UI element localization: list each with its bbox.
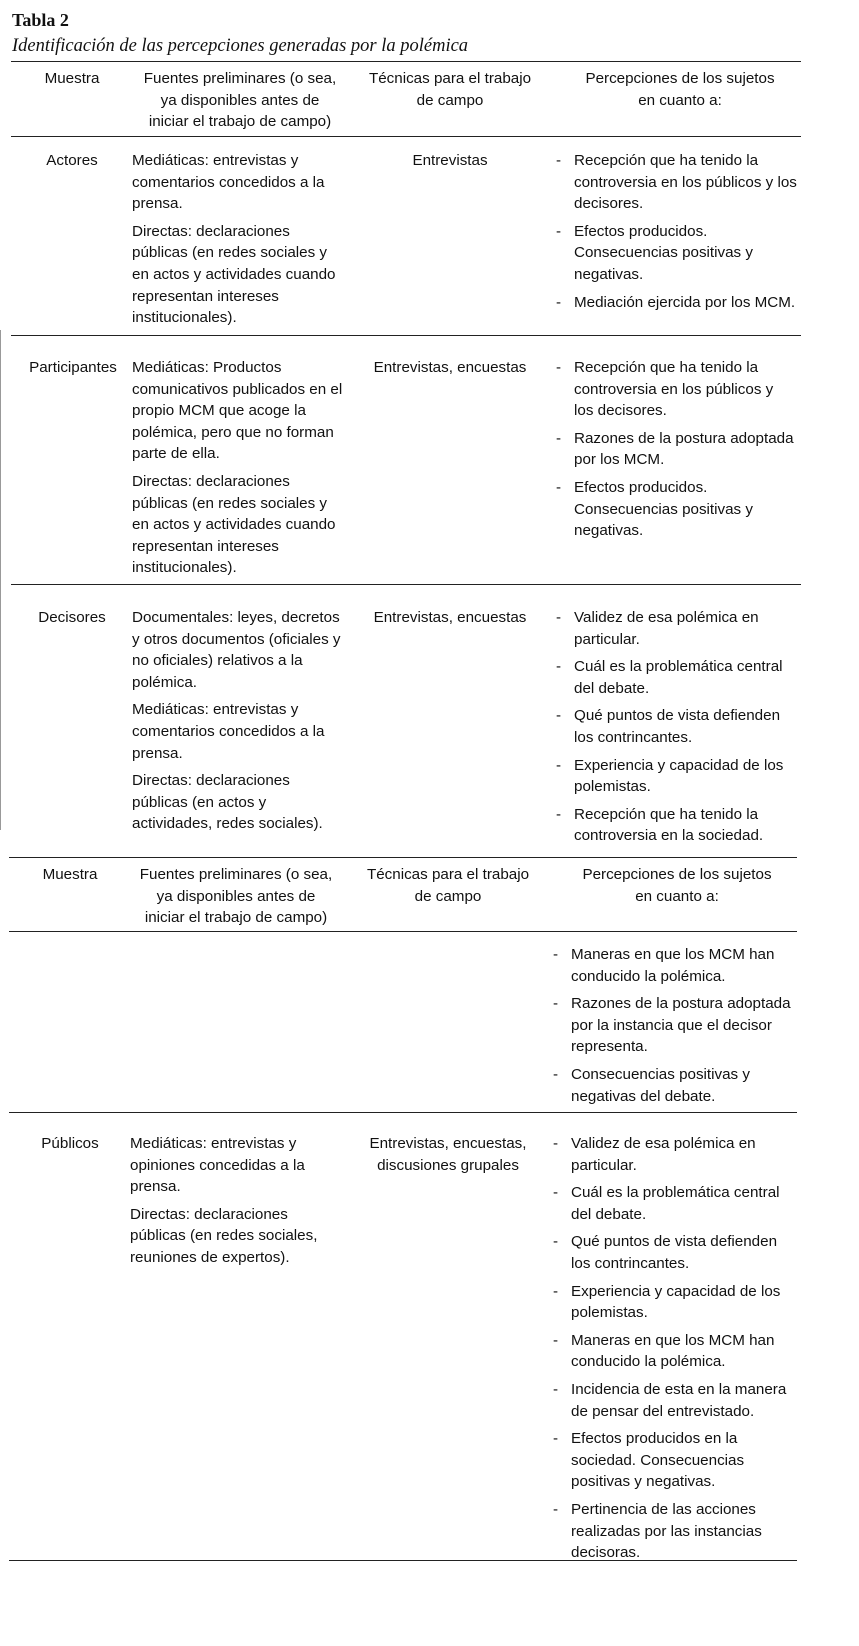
dash-bullet: - (556, 429, 562, 447)
dash-bullet: - (553, 1430, 559, 1448)
text-line: representan intereses (132, 287, 279, 305)
text-line: negativas. (574, 265, 644, 283)
text-line: controversia en la sociedad. (574, 827, 764, 845)
text-line: discusiones grupales (377, 1156, 519, 1174)
text-line: negativas. (574, 522, 644, 540)
text-line: ya disponibles antes de (156, 887, 316, 905)
text-line: Cuál es la problemática central (574, 658, 783, 676)
table-number: Tabla 2 (12, 10, 69, 30)
dash-bullet: - (553, 1500, 559, 1518)
dash-bullet: - (553, 1380, 559, 1398)
text-line: Percepciones de los sujetos (582, 866, 772, 883)
text-line: Fuentes preliminares (o sea, (143, 70, 337, 87)
text-line: representa. (571, 1038, 648, 1056)
perception-list (553, 1133, 786, 1564)
text-line: Mediación ejercida por los MCM. (574, 293, 796, 311)
row-participantes-muestra: Participantes (29, 359, 117, 376)
text-line: reuniones de expertos). (130, 1248, 290, 1266)
text-line: públicas (en actos y (132, 793, 267, 811)
text-line: Pertinencia de las acciones (571, 1500, 756, 1518)
row-rule (9, 1112, 797, 1113)
text-line: opiniones concedidas a la (130, 1156, 305, 1174)
text-line: institucionales). (132, 559, 237, 577)
row-publicos-fuentes (130, 1133, 317, 1275)
text-line: del debate. (571, 1205, 647, 1223)
text-line: Técnicas para el trabajo (366, 866, 530, 883)
text-line: Experiencia y capacidad de los (571, 1282, 781, 1300)
text-line: Recepción que ha tenido la (574, 152, 759, 169)
text-line: negativas del debate. (571, 1087, 716, 1105)
text-line: controversia en los públicos y los (574, 173, 797, 191)
text-line: prensa. (132, 744, 183, 762)
text-line: no oficiales) relativos a la (132, 652, 303, 670)
header-muestra: Muestra (44, 70, 100, 87)
row-publicos-muestra: Públicos (41, 1135, 99, 1152)
perception-item (553, 1379, 786, 1422)
text-line: Experiencia y capacidad de los (574, 756, 784, 774)
dash-bullet: - (556, 152, 562, 169)
text-line: públicas (en redes sociales y (132, 244, 328, 262)
dash-bullet: - (553, 1233, 559, 1251)
text-line: los contrincantes. (571, 1254, 690, 1272)
text-line: polemistas. (574, 778, 651, 796)
text-line: en actos y actividades cuando (132, 265, 336, 283)
text-line: Directas: declaraciones (130, 1205, 288, 1223)
text-line: Qué puntos de vista defienden (571, 1233, 778, 1251)
text-line: Qué puntos de vista defienden (574, 707, 781, 725)
text-line: Razones de la postura adoptada (571, 995, 791, 1013)
text-line: Consecuencias positivas y (571, 1065, 750, 1083)
text-line: Mediáticas: Productos (132, 359, 282, 376)
row-publicos-tecnicas (348, 1133, 548, 1176)
text-line: comentarios concedidos a la (132, 173, 325, 191)
source-entry (130, 1204, 317, 1269)
text-line: Maneras en que los MCM han (571, 946, 775, 963)
text-line: por la instancia que el decisor (571, 1016, 772, 1034)
text-line: institucionales). (132, 309, 237, 327)
text-line: Directas: declaraciones (132, 772, 290, 790)
text-line: polémica, pero que no forman (132, 423, 334, 441)
perception-item (553, 1330, 786, 1373)
dash-bullet: - (553, 1065, 559, 1083)
dash-bullet: - (556, 478, 562, 496)
text-line: Razones de la postura adoptada (574, 429, 794, 447)
text-line: parte de ella. (132, 445, 220, 463)
text-line: públicas (en redes sociales y (132, 494, 328, 512)
text-line: comunicativos publicados en el (132, 380, 343, 398)
text-line: prensa. (132, 195, 183, 213)
perception-item (553, 993, 791, 1058)
text-line: Consecuencias positivas y (574, 244, 753, 262)
dash-bullet: - (556, 805, 562, 823)
text-line: los contrincantes. (574, 728, 693, 746)
text-line: particular. (574, 630, 640, 648)
header-percepciones-continued (552, 864, 802, 907)
text-line: polémica. (132, 673, 197, 691)
text-line: de campo (416, 91, 484, 109)
text-line: en cuanto a: (635, 887, 719, 905)
perception-item (553, 1231, 786, 1274)
text-line: polemistas. (571, 1304, 648, 1322)
text-line: representan intereses (132, 537, 279, 555)
text-line: en cuanto a: (638, 91, 722, 109)
text-line: Directas: declaraciones (132, 472, 290, 490)
dash-bullet: - (556, 222, 562, 240)
text-line: comentarios concedidos a la (132, 722, 325, 740)
bottom-rule (9, 1560, 797, 1561)
dash-bullet: - (556, 293, 562, 311)
header-rule-continued (9, 931, 797, 932)
perception-item (553, 1281, 786, 1324)
text-line: decisoras. (571, 1544, 641, 1562)
perception-item (553, 1428, 786, 1493)
text-line: y otros documentos (oficiales y (132, 630, 341, 648)
dash-bullet: - (553, 946, 559, 963)
text-line: Mediáticas: entrevistas y (132, 701, 299, 719)
text-line: Entrevistas, encuestas (373, 359, 527, 376)
text-line: Entrevistas, encuestas (373, 609, 527, 626)
text-line: Técnicas para el trabajo (368, 70, 532, 87)
table-caption: Identificación de las percepciones generadas por la polémica (12, 36, 469, 56)
perception-item (553, 1064, 791, 1107)
text-line: Documentales: leyes, decretos (132, 609, 340, 626)
text-line: actividades, redes sociales). (132, 815, 323, 833)
perception-item (553, 944, 791, 987)
text-line: Recepción que ha tenido la (574, 805, 759, 823)
text-line: conducido la polémica. (571, 1353, 726, 1371)
text-line: Directas: declaraciones (132, 222, 290, 240)
text-line: ya disponibles antes de (160, 91, 320, 109)
perception-item (553, 1499, 786, 1564)
text-line: Cuál es la problemática central (571, 1184, 780, 1202)
dash-bullet: - (553, 1282, 559, 1300)
row-publicos-percepciones (553, 1133, 786, 1570)
text-line: Maneras en que los MCM han (571, 1331, 775, 1349)
top-rule-continued (9, 857, 797, 858)
dash-bullet: - (556, 707, 562, 725)
perception-list (553, 944, 791, 1107)
text-line: públicas (en redes sociales, (130, 1227, 318, 1245)
text-line: iniciar el trabajo de campo) (148, 113, 332, 131)
dash-bullet: - (553, 995, 559, 1013)
text-line: en actos y actividades cuando (132, 516, 336, 534)
text-line: Entrevistas (412, 152, 488, 169)
text-line: propio MCM que acoge la (132, 402, 306, 420)
text-line: realizadas por las instancias (571, 1522, 762, 1540)
text-line: iniciar el trabajo de campo) (144, 909, 328, 927)
perception-item (553, 1182, 786, 1225)
text-line: por los MCM. (574, 451, 665, 469)
dash-bullet: - (553, 1135, 559, 1152)
text-line: conducido la polémica. (571, 967, 726, 985)
text-line: Incidencia de esta en la manera (571, 1380, 787, 1398)
header-tecnicas-continued (348, 864, 548, 907)
source-entry (130, 1133, 317, 1198)
text-line: de campo (414, 887, 482, 905)
perception-item (553, 1133, 786, 1176)
dash-bullet: - (556, 756, 562, 774)
text-line: Efectos producidos en la (571, 1430, 738, 1448)
row-decisores-cont-percepciones (553, 944, 791, 1113)
text-line: de pensar del entrevistado. (571, 1402, 755, 1420)
text-line: Validez de esa polémica en (571, 1135, 756, 1152)
dash-bullet: - (556, 658, 562, 676)
row-decisores-muestra: Decisores (38, 609, 106, 626)
text-line: Validez de esa polémica en (574, 609, 759, 626)
text-line: los decisores. (574, 402, 667, 420)
text-line: Efectos producidos. (574, 478, 708, 496)
dash-bullet: - (553, 1184, 559, 1202)
text-line: Entrevistas, encuestas, (369, 1135, 527, 1152)
text-line: Mediáticas: entrevistas y (130, 1135, 297, 1152)
text-line: Fuentes preliminares (o sea, (139, 866, 333, 883)
dash-bullet: - (553, 1331, 559, 1349)
dash-bullet: - (556, 359, 562, 376)
text-line: decisores. (574, 195, 644, 213)
text-line: Mediáticas: entrevistas y (132, 152, 299, 169)
header-muestra-continued: Muestra (42, 866, 98, 883)
text-line: del debate. (574, 679, 650, 697)
row-actores-muestra: Actores (46, 152, 98, 169)
text-line: particular. (571, 1156, 637, 1174)
header-fuentes-continued (126, 864, 346, 929)
text-line: Percepciones de los sujetos (585, 70, 775, 87)
dash-bullet: - (556, 609, 562, 626)
text-line: Recepción que ha tenido la (574, 359, 759, 376)
text-line: controversia en los públicos y (574, 380, 774, 398)
text-line: Consecuencias positivas y (574, 500, 753, 518)
text-line: positivas y negativas. (571, 1473, 716, 1491)
text-line: prensa. (130, 1178, 181, 1196)
text-line: sociedad. Consecuencias (571, 1451, 745, 1469)
text-line: Efectos producidos. (574, 222, 708, 240)
